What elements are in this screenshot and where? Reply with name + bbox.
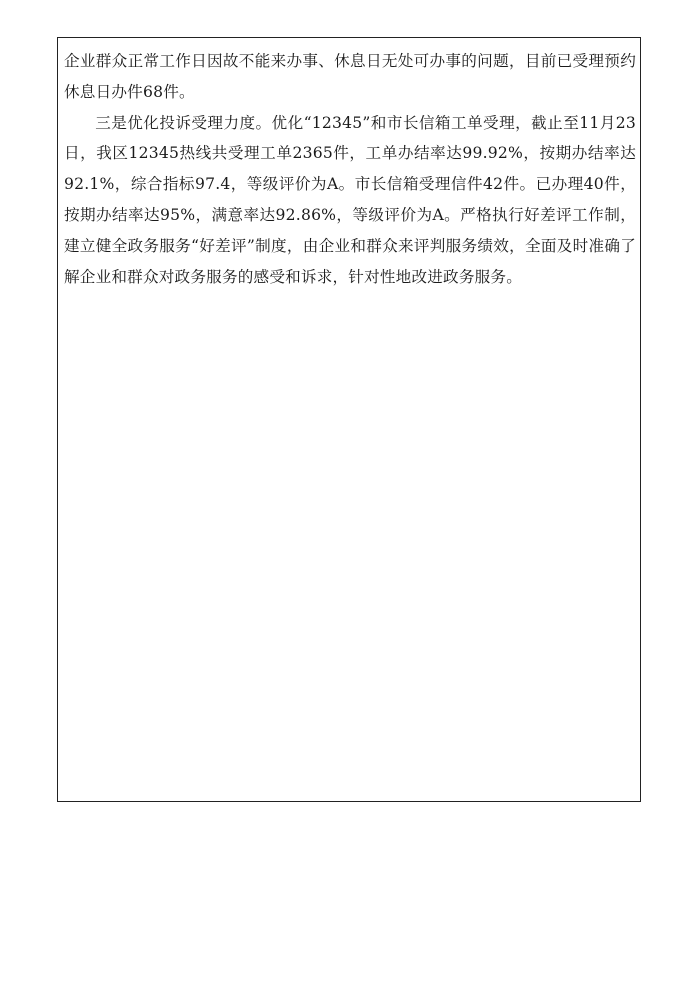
document-body — [64, 46, 636, 292]
paragraph-continuation: 企业群众正常工作日因故不能来办事、休息日无处可办事的问题，目前已受理预约休息日办件68件。 — [64, 52, 636, 101]
paragraph-complaint-handling: 三是优化投诉受理力度。优化“12345”和市长信箱工单受理，截止至11月23日，我区12345热线共受理工单2365件，工单办结率达99.92%，按期办结率达92.1%，综合指标97.4，等级评价为A。市长信箱受理信件42件。已办理40件，按期办结率达95%，满意率达92.86%，等级评价为A。严格执行好差评工作制，建立健全政务服务“好差评”制度，由企业和群众来评判服务绩效，全面及时准确了解企业和群众对政务服务的感受和诉求，针对性地改进政务服务。 — [64, 113, 636, 286]
